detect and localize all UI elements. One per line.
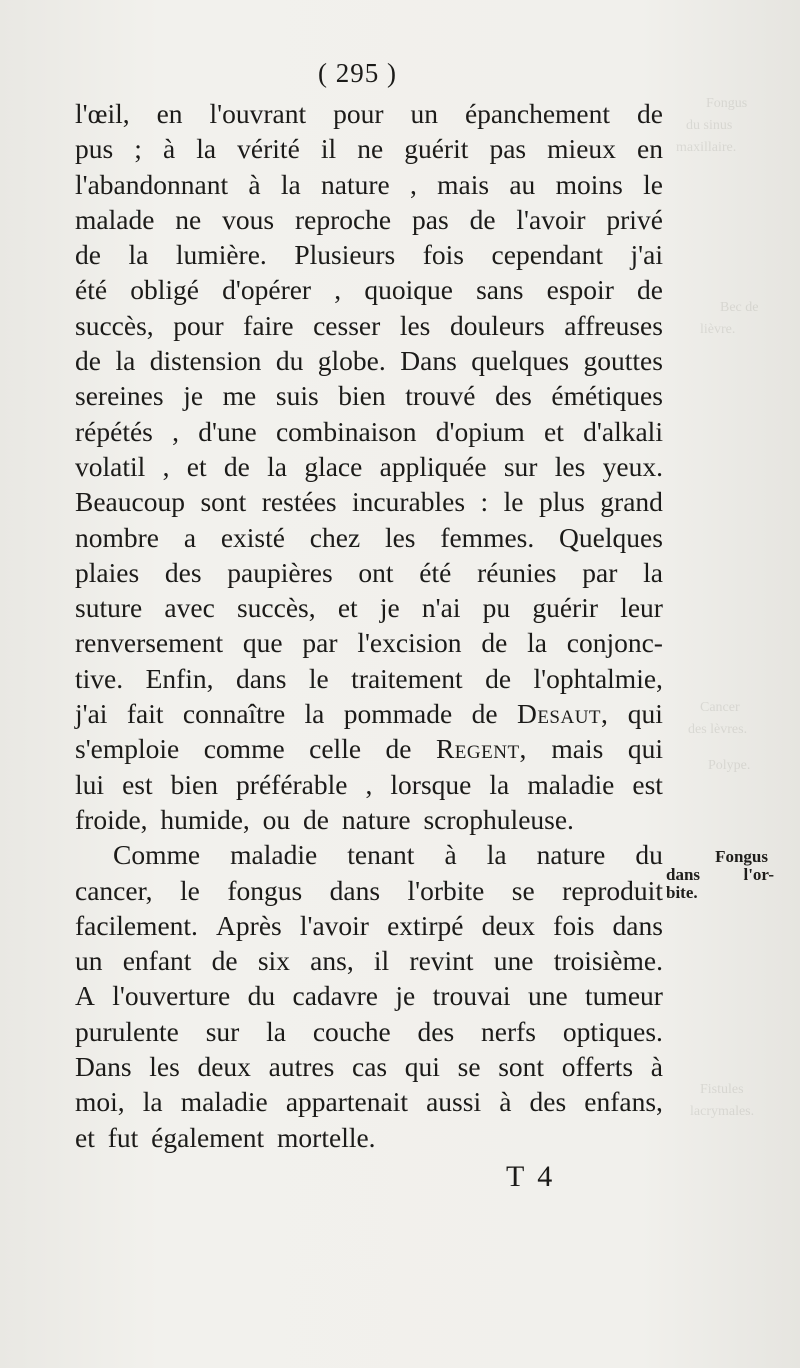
word: la [142,1086,163,1118]
text-line [75,520,663,555]
word: la [304,698,325,730]
word: pas [489,133,527,165]
word: que [242,627,283,659]
word: cependant [491,239,603,271]
word: les [399,309,431,341]
word: émétiques [551,380,663,412]
word: offerts [561,1051,634,1083]
text-line [75,167,663,202]
text-line [75,731,663,766]
word: lui [75,768,105,800]
word: fois [553,909,595,941]
word: qui [627,733,663,765]
word: le [643,168,663,200]
word: globe. [317,345,386,377]
word: comme [203,733,285,765]
word: Après [216,909,282,941]
word: l'avoir [299,909,369,941]
word: par [302,627,338,659]
word: le [179,874,200,906]
word: espoir [546,274,614,306]
word: A [75,980,95,1012]
word: de [223,450,250,482]
word: quelques [471,345,570,377]
word: est [122,768,153,800]
word: d'alkali [583,415,663,447]
word: et [337,592,358,624]
word: je [395,980,416,1012]
word: , [172,415,180,447]
word: mais [437,168,490,200]
word: fut [107,1121,139,1153]
word: deux [197,1051,251,1083]
text-line [75,237,663,272]
word: douleurs [449,309,545,341]
word: optiques. [562,1015,663,1047]
word: Comme [113,839,201,871]
word: d'opium [435,415,525,447]
show-through-mark: maxillaire. [676,140,737,155]
word: guérir [532,592,599,624]
text-line [75,272,663,307]
word: le [308,662,329,694]
word: sur [503,450,538,482]
text-line [75,943,663,978]
word: , [365,768,373,800]
word: renversement [75,627,224,659]
word: obligé [130,274,199,306]
word: du [247,980,276,1012]
word: également [151,1121,265,1153]
word: plaies [75,556,140,588]
word: mortelle. [277,1121,376,1153]
word: été [419,556,452,588]
word: nerfs [481,1015,537,1047]
word: en [636,133,663,165]
word: facilement. [75,909,198,941]
word: de [471,698,498,730]
word: , [334,274,342,306]
word: autres [268,1051,335,1083]
word: qui [404,1051,440,1083]
word: la [486,839,507,871]
word: couche [312,1015,391,1047]
word: celle [309,733,362,765]
word: à [499,1086,512,1118]
word: une [527,980,568,1012]
show-through-mark: du sinus [686,118,733,133]
word: fois [422,239,464,271]
word: vous [222,203,275,235]
text-line [75,908,663,943]
word: et [186,450,207,482]
word: de [303,803,330,835]
word: restées [261,486,337,518]
word: de [385,733,412,765]
word: en [156,98,183,129]
word: humide, [160,803,250,835]
word: l'abandonnant [75,168,229,200]
word: traitement [351,662,463,694]
word: faire [243,309,294,341]
word: cancer, [75,874,153,906]
text-line [75,484,663,519]
word: bien [170,768,219,800]
show-through-mark: Fistules [700,1082,744,1097]
word: affreuses [564,309,663,341]
text-line [75,767,663,802]
word: sont [498,1051,545,1083]
word: la [196,133,217,165]
word: gouttes [583,345,663,377]
word: sans [476,274,524,306]
word: : [480,486,489,518]
word: les [149,1051,180,1083]
body-text [75,96,663,1155]
word: moins [555,168,623,200]
show-through-mark: Bec de [720,300,759,315]
text-line [75,978,663,1013]
word: à [248,168,261,200]
text-line [75,1014,663,1049]
word: revint [409,945,474,977]
word: nature [341,803,411,835]
margin-note-word: l'or- [743,865,774,884]
word: cas [351,1051,388,1083]
signature-mark: T 4 [506,1160,556,1193]
word: guérit [404,133,469,165]
word: lorsque [390,768,472,800]
word: il [320,133,337,165]
word: pour [173,309,224,341]
word: sereines [75,380,164,412]
word: connaître [182,698,286,730]
word: la [128,239,149,271]
word: préférable [236,768,348,800]
text-line [75,625,663,660]
word: Plusieurs [294,239,396,271]
word: est [632,768,663,800]
word: les [384,521,416,553]
margin-note-word: dans [666,865,701,884]
word: Dans [75,1051,132,1083]
word: nature [536,839,606,871]
word: j'ai [75,698,108,730]
word: de [211,945,238,977]
word: réunies [477,556,557,588]
text-line [75,873,663,908]
word: femmes. [440,521,535,553]
word: la [489,768,510,800]
word: incurables [352,486,466,518]
text-line [75,802,663,837]
text-line [75,378,663,413]
word: dans [235,662,287,694]
word: ne [357,133,384,165]
word: maladie [230,839,318,871]
word: mais [551,733,604,765]
word: leur [620,592,663,624]
word: qui [627,698,663,730]
word: reproche [294,203,392,235]
word: la [527,627,547,659]
word: se [457,1051,481,1083]
word: , [162,450,170,482]
word: des [164,556,202,588]
word: maladie [180,1086,268,1118]
word: trouvai [432,980,511,1012]
word: le [503,486,524,518]
word: reproduit [562,874,663,906]
word: maladie [527,768,615,800]
word: nombre [75,521,160,553]
word: les [554,450,586,482]
word: mieux [547,133,616,165]
word: tenant [347,839,415,871]
page-number: ( 295 ) [318,58,397,88]
word: de [469,203,496,235]
word: de [75,239,101,271]
word: de [481,627,508,659]
word: lumière. [175,239,267,271]
word: à [650,1051,663,1083]
word: pas [412,203,449,235]
word: chez [309,521,361,553]
word: cadavre [292,980,378,1012]
text-line [75,308,663,343]
word: enfant [122,945,192,977]
word: dans [329,874,381,906]
word: des [495,380,532,412]
word: combinaison [275,415,417,447]
word: d'une [198,415,257,447]
text-line [75,449,663,484]
word: l'œil, [75,98,130,129]
word: existé [220,521,285,553]
word: volatil [75,450,146,482]
word: , [409,168,417,200]
word: purulente [75,1015,179,1047]
word: trouvé [405,380,476,412]
word: yeux. [602,450,663,482]
word: pommade [343,698,453,730]
word: la [280,168,301,200]
text-line [75,1120,663,1155]
word: je [183,380,204,412]
word: des [529,1086,567,1118]
word: la [643,556,663,588]
word: ont [358,556,394,588]
margin-note-line: bite. [666,883,698,902]
word: l'ouverture [112,980,231,1012]
word: la [266,1015,286,1047]
show-through-mark: Cancer [700,700,740,715]
margin-note [664,848,774,902]
word: moi, [75,1086,125,1118]
text-line [75,1049,663,1084]
text-line [75,590,663,625]
word: tive. [75,662,124,694]
word: et [544,415,564,447]
word: j'ai [630,239,663,271]
word: conjonc- [566,627,663,659]
word: une [493,945,534,977]
word: l'avoir [516,203,586,235]
word: Quelques [559,521,663,553]
word: paupières [227,556,333,588]
word: Desaut, [516,698,609,730]
word: ans, [310,945,354,977]
word: Regent, [435,733,527,765]
word: appartenait [285,1086,408,1118]
word: s'emploie [75,733,180,765]
word: deux [481,909,536,941]
show-through-mark: Polype. [708,758,751,773]
word: succès, [236,592,316,624]
word: des [417,1015,455,1047]
text-line [75,661,663,696]
word: cesser [313,309,381,341]
word: il [373,945,390,977]
word: enfans, [584,1086,663,1118]
word: bien [338,380,386,412]
word: la [115,345,136,377]
word: de [637,98,663,129]
show-through-mark: Fongus [706,96,748,111]
word: aussi [426,1086,482,1118]
word: l'excision [357,627,462,659]
word: troisième. [553,945,663,977]
word: privé [606,203,663,235]
word: grand [600,486,663,518]
word: glace [304,450,363,482]
word: pu [482,592,511,624]
word: froide, [75,803,148,835]
text-line [75,96,663,131]
word: tumeur [585,980,663,1012]
word: l'ophtalmie, [533,662,663,694]
word: sur [205,1015,240,1047]
word: ; [134,133,142,165]
word: se [511,874,535,906]
text-line [75,202,663,237]
word: répétés [75,415,153,447]
word: fait [126,698,164,730]
word: six [257,945,290,977]
word: Enfin, [145,662,214,694]
margin-note-line: Fongus [715,847,768,866]
word: pour [333,98,384,129]
word: plus [538,486,585,518]
word: extirpé [387,909,464,941]
word: nature [320,168,390,200]
text-line [75,131,663,166]
word: succès, [75,309,154,341]
show-through-mark: des lèvres. [688,722,748,737]
word: appliquée [379,450,487,482]
margin-note-line [664,866,774,884]
word: me [222,380,257,412]
text-line [75,414,663,449]
word: à [444,839,457,871]
word: avec [164,592,215,624]
show-through-mark: lacrymales. [690,1104,755,1119]
word: suis [275,380,319,412]
word: suture [75,592,143,624]
text-line [75,837,663,872]
word: à [162,133,176,165]
word: l'orbite [407,874,485,906]
word: de [637,274,663,306]
word: l'ouvrant [209,98,307,129]
word: malade [75,203,155,235]
word: fongus [227,874,303,906]
word: du [635,839,663,871]
word: la [267,450,288,482]
word: je [379,592,400,624]
word: a [183,521,197,553]
word: Dans [400,345,457,377]
word: épanchement [464,98,611,129]
text-line [75,1084,663,1119]
text-line [75,555,663,590]
word: été [75,274,108,306]
word: ou [262,803,291,835]
text-line [75,343,663,378]
word: un [75,945,103,977]
word: d'opérer [222,274,312,306]
word: sont [200,486,247,518]
word: Beaucoup [75,486,185,518]
word: quoique [364,274,453,306]
word: un [410,98,438,129]
word: par [582,556,618,588]
word: dans [612,909,663,941]
word: ne [175,203,202,235]
word: de [75,345,101,377]
word: au [509,168,536,200]
text-line [75,696,663,731]
word: vérité [237,133,300,165]
word: du [275,345,304,377]
word: pus [75,133,114,165]
word: n'ai [421,592,461,624]
word: de [485,662,512,694]
word: scrophuleuse. [423,803,574,835]
word: et [75,1121,95,1153]
show-through-mark: lièvre. [700,322,736,337]
word: distension [149,345,262,377]
